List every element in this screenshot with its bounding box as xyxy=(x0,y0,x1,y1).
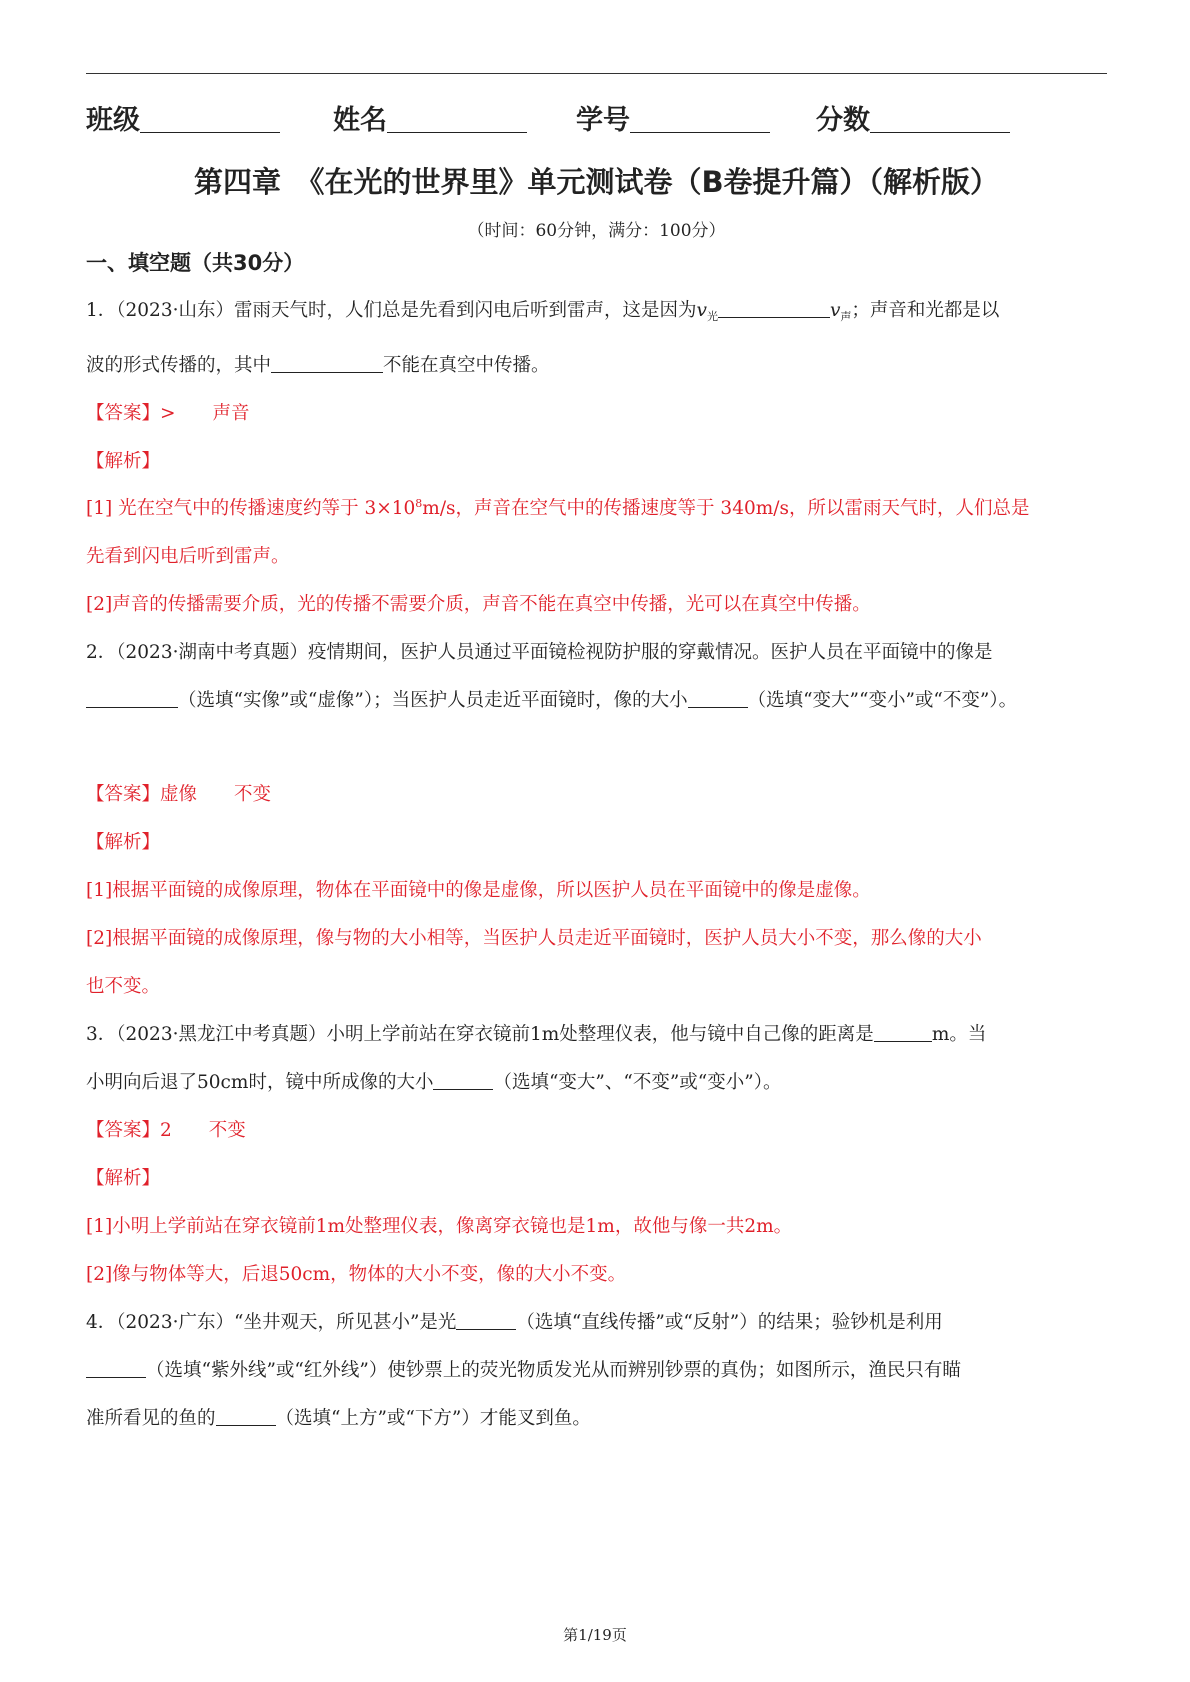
q3-analysis-1: [1]小明上学前站在穿衣镜前1m处整理仪表，像离穿衣镜也是1m，故他与像一共2m。 xyxy=(86,1216,793,1237)
q2-analysis-2-cont: 也不变。 xyxy=(86,976,161,997)
q4-line2: （选填“紫外线”或“红外线”）使钞票上的荧光物质发光从而辨别钞票的真伪；如图所示，渔民只有瞄 xyxy=(86,1356,961,1382)
q1-analysis-1-cont: 先看到闪电后听到雷声。 xyxy=(86,546,290,567)
section-title: 一、填空题（共30分） xyxy=(86,251,305,275)
student-id-blank[interactable] xyxy=(630,104,770,133)
page-title: 第四章 《在光的世界里》单元测试卷（B卷提升篇）（解析版） xyxy=(193,165,1000,199)
v-sound-symbol: v xyxy=(829,300,841,321)
q1-blank-1[interactable] xyxy=(718,299,830,318)
q2-analysis-1: [1]根据平面镜的成像原理，物体在平面镜中的像是虚像，所以医护人员在平面镜中的像是虚像。 xyxy=(86,880,871,901)
q1-answer: 【答案】> 声音 xyxy=(86,403,250,424)
name-label: 姓名 xyxy=(333,105,387,136)
header-rule xyxy=(86,73,1107,74)
q3-line2: 小明向后退了50cm时，镜中所成像的大小 （选填“变大”、“不变”或“变小”）。 xyxy=(86,1072,782,1093)
student-id-field xyxy=(576,98,770,137)
q3-blank-1[interactable] xyxy=(874,1023,932,1042)
score-blank[interactable] xyxy=(870,104,1010,133)
q4-blank-1[interactable] xyxy=(456,1311,516,1330)
q3-analysis-label: 【解析】 xyxy=(86,1168,161,1189)
q2-line1: 2．（2023·湖南中考真题）疫情期间，医护人员通过平面镜检视防护服的穿戴情况。医护人员在平面镜中的像是 xyxy=(86,642,993,663)
q1-line1: 1．（2023·山东）雷雨天气时，人们总是先看到闪电后听到雷声，这是因为$v_光$ $v_声$；声音和光都是以 xyxy=(86,300,1000,323)
q4-line3: 准所看见的鱼的 （选填“上方”或“下方”）才能叉到鱼。 xyxy=(86,1408,591,1429)
q4-line1: 4．（2023·广东）“坐井观天，所见甚小”是光 （选填“直线传播”或“反射”）的结果；验钞机是利用 xyxy=(86,1312,943,1333)
q2-answer: 【答案】虚像 不变 xyxy=(86,784,272,805)
page-number: 第1/19页 xyxy=(563,1626,627,1644)
q4-blank-3[interactable] xyxy=(216,1407,276,1426)
q3-blank-2[interactable] xyxy=(433,1071,493,1090)
name-blank[interactable] xyxy=(387,104,527,133)
student-info-line xyxy=(86,98,1107,138)
student-id-label: 学号 xyxy=(576,105,630,136)
q2-analysis-2: [2]根据平面镜的成像原理，像与物的大小相等，当医护人员走近平面镜时，医护人员大小不变，那么像的大小 xyxy=(86,928,982,949)
q1-analysis-1: [1] 光在空气中的传播速度约等于 $3\times 10^8m/s$，声音在空气中的传播速度等于 340m/s，所以雷雨天气时，人们总是 xyxy=(86,496,1030,519)
name-field xyxy=(333,98,527,137)
q3-answer: 【答案】2 不变 xyxy=(86,1120,246,1141)
score-field xyxy=(816,98,1010,137)
class-blank[interactable] xyxy=(140,104,280,133)
q1-blank-2[interactable] xyxy=(271,354,383,373)
score-label: 分数 xyxy=(816,105,870,136)
q2-blank-2[interactable] xyxy=(688,689,748,708)
q1-line2: 波的形式传播的，其中 不能在真空中传播。 xyxy=(86,355,550,376)
v-light-symbol: v xyxy=(696,300,707,321)
q2-line2: （选填“实像”或“虚像”）；当医护人员走近平面镜时，像的大小 （选填“变大”“变小”或“不变”）。 xyxy=(86,686,1017,712)
class-field xyxy=(86,98,280,137)
class-label: 班级 xyxy=(86,105,140,136)
q2-blank-1[interactable] xyxy=(86,689,178,708)
q3-analysis-2: [2]像与物体等大，后退50cm，物体的大小不变，像的大小不变。 xyxy=(86,1264,627,1285)
q4-blank-2[interactable] xyxy=(86,1359,146,1378)
q2-analysis-label: 【解析】 xyxy=(86,832,161,853)
q1-analysis-2: [2]声音的传播需要介质，光的传播不需要介质，声音不能在真空中传播，光可以在真空中传播。 xyxy=(86,594,871,615)
exam-time-note: （时间：60分钟，满分：100分） xyxy=(467,221,726,241)
q1-analysis-label: 【解析】 xyxy=(86,451,161,472)
q3-line1: 3．（2023·黑龙江中考真题）小明上学前站在穿衣镜前1m处整理仪表，他与镜中自己像的距离是 m。当 xyxy=(86,1024,987,1045)
